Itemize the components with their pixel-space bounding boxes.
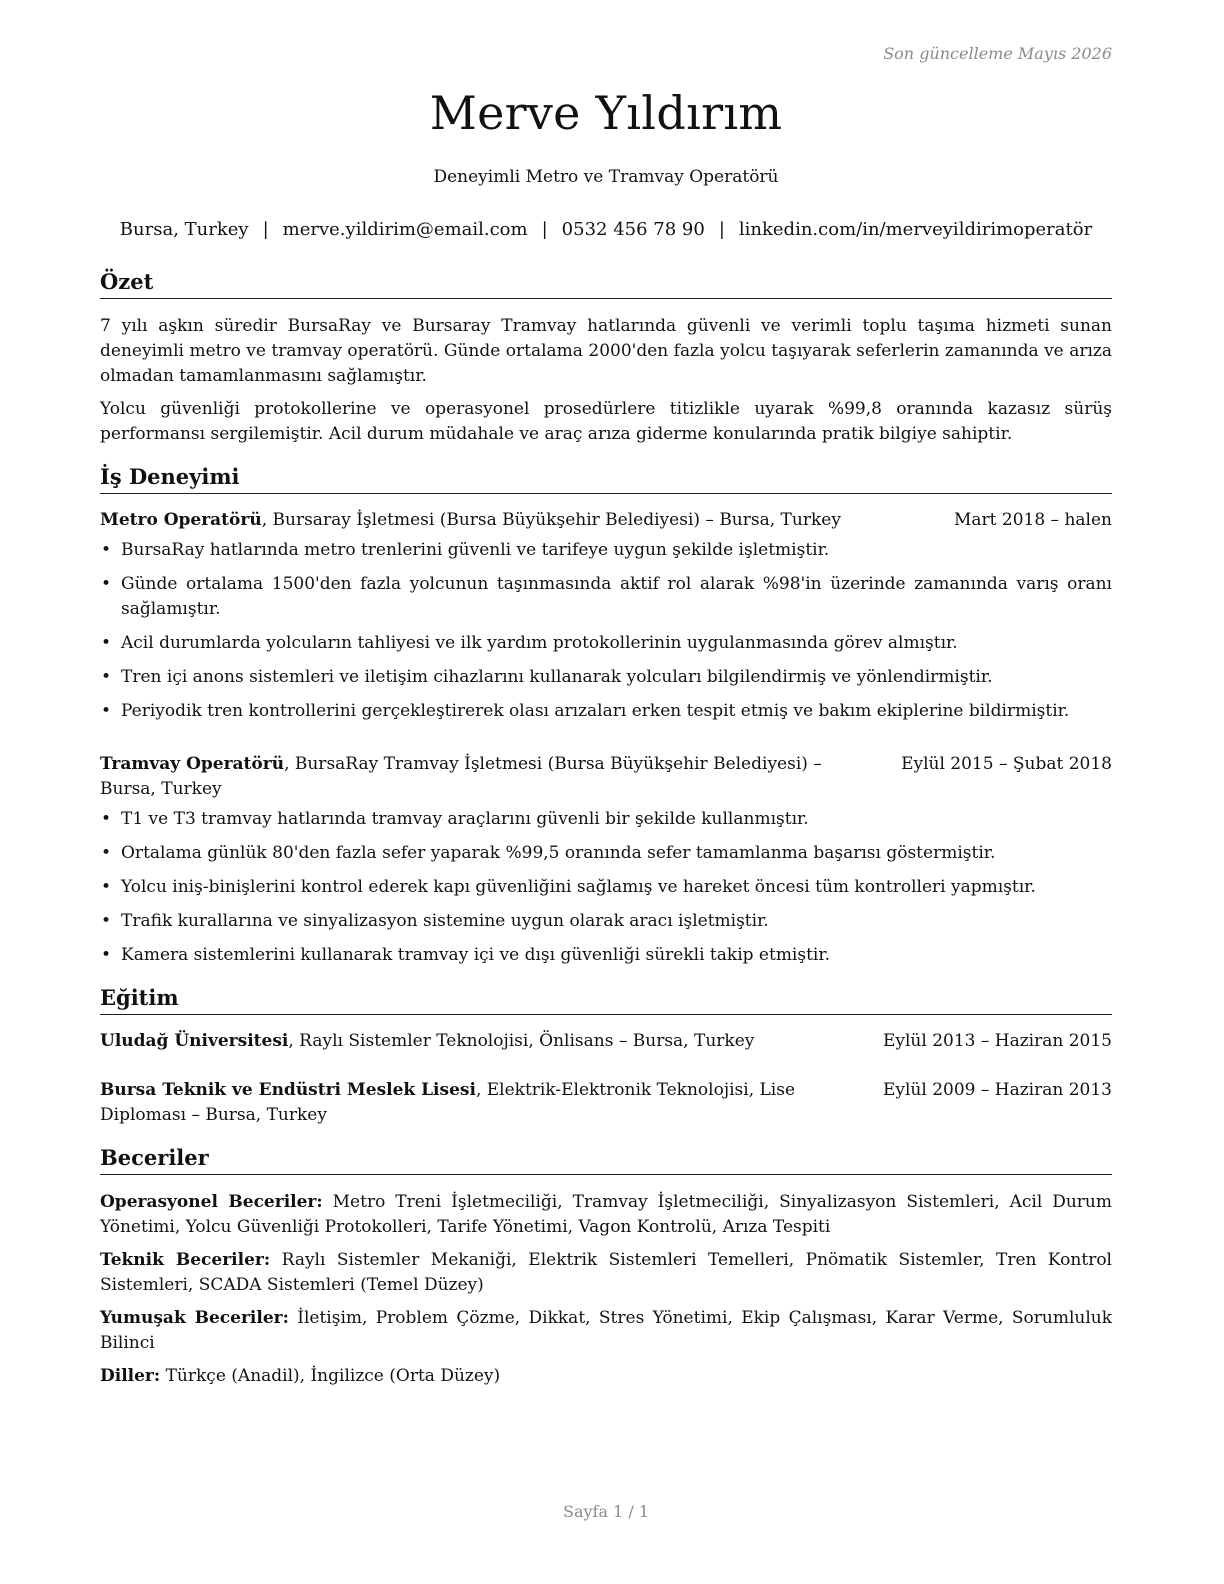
skill-value: Raylı Sistemler Mekaniği, Elektrik Sistemleri Temelleri, Pnömatik Sistemler, Tren Kontrol Sistemleri, SCADA Sistemleri (Temel Düzey) bbox=[100, 1250, 1112, 1295]
bullet-icon: • bbox=[101, 540, 112, 560]
bullet-text: Yolcu iniş-binişlerini kontrol ederek kapı güvenliğini sağlamış ve hareket öncesi tüm kontrolleri yapmıştır. bbox=[121, 877, 1036, 897]
bullet-text: Periyodik tren kontrollerini gerçekleştirerek olası arızaları erken tespit etmiş ve bakım ekiplerine bildirmiştir. bbox=[121, 701, 1070, 721]
job-bullet bbox=[100, 909, 1112, 934]
job-entry bbox=[100, 508, 1112, 724]
contact-email[interactable]: merve.yildirim@email.com bbox=[282, 219, 528, 240]
summary-paragraph: 7 yılı aşkın süredir BursaRay ve Bursaray Tramvay hatlarında güvenli ve verimli toplu taşıma hizmeti sunan deneyimli metro ve tramvay operatörü. Günde ortalama 2000'den fazla yolcu taşıyarak seferlerin zamanında ve arıza olmadan tamamlanmasını sağlamıştır. bbox=[100, 316, 1112, 386]
bullet-text: Acil durumlarda yolcuların tahliyesi ve ilk yardım protokollerinin uygulanmasında görev almıştır. bbox=[121, 633, 958, 653]
bullet-text: Günde ortalama 1500'den fazla yolcunun taşınmasında aktif rol alarak %98'in üzerinde zamanında varış oranı sağlamıştır. bbox=[121, 574, 1112, 619]
skill-label: Operasyonel Beceriler: bbox=[100, 1192, 323, 1212]
school-details: , Raylı Sistemler Teknolojisi, Önlisans – Bursa, Turkey bbox=[288, 1031, 755, 1051]
bullet-icon: • bbox=[101, 667, 112, 687]
summary-paragraph: Yolcu güvenliği protokollerine ve operasyonel prosedürlere titizlikle uyarak %99,8 oranında kazasız sürüş performansı sergilemiştir. Acil durum müdahale ve araç arıza giderme konularında pratik bilgiye sahiptir. bbox=[100, 399, 1112, 444]
page-number: Sayfa 1 / 1 bbox=[562, 1502, 649, 1521]
skill-value: Türkçe (Anadil), İngilizce (Orta Düzey) bbox=[165, 1366, 501, 1386]
job-role: Tramvay Operatörü bbox=[100, 754, 285, 774]
section-title-skills: Beceriler bbox=[100, 1144, 1112, 1175]
skill-value: İletişim, Problem Çözme, Dikkat, Stres Yönetimi, Ekip Çalışması, Karar Verme, Sorumluluk Bilinci bbox=[100, 1308, 1113, 1353]
bullet-text: Kamera sistemlerini kullanarak tramvay içi ve dışı güvenliği sürekli takip etmiştir. bbox=[121, 945, 831, 965]
contact-linkedin[interactable]: linkedin.com/in/merveyildirimoperatör bbox=[738, 219, 1093, 240]
experience-section bbox=[100, 463, 1112, 968]
job-header bbox=[100, 508, 1112, 533]
skill-row bbox=[100, 1306, 1112, 1356]
job-bullet bbox=[100, 572, 1112, 622]
section-title-experience: İş Deneyimi bbox=[100, 463, 1112, 494]
job-dates: Eylül 2015 – Şubat 2018 bbox=[901, 754, 1112, 774]
job-details: , Bursaray İşletmesi (Bursa Büyükşehir Belediyesi) – Bursa, Turkey bbox=[261, 510, 841, 530]
resume-content bbox=[100, 268, 1112, 1389]
bullet-icon: • bbox=[101, 701, 112, 721]
job-header bbox=[100, 752, 1112, 802]
skill-label: Diller: bbox=[100, 1366, 161, 1386]
school-name: Bursa Teknik ve Endüstri Meslek Lisesi bbox=[100, 1080, 476, 1100]
candidate-name: Merve Yıldırım bbox=[429, 86, 783, 140]
resume-page bbox=[100, 0, 1112, 1584]
job-entry bbox=[100, 752, 1112, 968]
job-bullet bbox=[100, 875, 1112, 900]
job-bullet bbox=[100, 538, 1112, 563]
contact-phone[interactable]: 0532 456 78 90 bbox=[561, 219, 705, 240]
skill-row bbox=[100, 1248, 1112, 1298]
job-bullet bbox=[100, 699, 1112, 724]
job-dates: Mart 2018 – halen bbox=[953, 510, 1112, 530]
bullet-text: Tren içi anons sistemleri ve iletişim cihazlarını kullanarak yolcuları bilgilendirmiş ve yönlendirmiştir. bbox=[121, 667, 993, 687]
skill-value: Metro Treni İşletmeciliği, Tramvay İşletmeciliği, Sinyalizasyon Sistemleri, Acil Durum Yönetimi, Yolcu Güvenliği Protokolleri, Tarife Yönetimi, Vagon Kontrolü, Arıza Tespiti bbox=[100, 1192, 1112, 1237]
last-updated: Son güncelleme Mayıs 2026 bbox=[883, 44, 1112, 63]
skill-row bbox=[100, 1190, 1112, 1240]
job-bullet bbox=[100, 943, 1112, 968]
job-bullet bbox=[100, 841, 1112, 866]
education-dates: Eylül 2009 – Haziran 2013 bbox=[882, 1080, 1112, 1100]
skill-label: Teknik Beceriler: bbox=[100, 1250, 271, 1270]
job-bullet bbox=[100, 631, 1112, 656]
bullet-icon: • bbox=[101, 574, 112, 594]
contact-location: Bursa, Turkey bbox=[119, 219, 249, 240]
bullet-text: BursaRay hatlarında metro trenlerini güvenli ve tarifeye uygun şekilde işletmiştir. bbox=[121, 540, 830, 560]
job-bullets bbox=[100, 538, 1112, 724]
bullet-text: T1 ve T3 tramvay hatlarında tramvay araçlarını güvenli bir şekilde kullanmıştır. bbox=[121, 809, 809, 829]
skill-label: Yumuşak Beceriler: bbox=[100, 1308, 289, 1328]
contact-line bbox=[100, 219, 1112, 240]
school-name: Uludağ Üniversitesi bbox=[100, 1031, 289, 1051]
contact-separator: | bbox=[718, 219, 725, 240]
school-details: , Elektrik-Elektronik Teknolojisi, Lise Diploması – Bursa, Turkey bbox=[100, 1080, 796, 1125]
job-details: , BursaRay Tramvay İşletmesi (Bursa Büyükşehir Belediyesi) – Bursa, Turkey bbox=[100, 754, 822, 799]
education-entry bbox=[100, 1029, 1112, 1054]
bullet-icon: • bbox=[101, 945, 112, 965]
summary-section bbox=[100, 268, 1112, 447]
education-entry bbox=[100, 1078, 1112, 1128]
job-bullet bbox=[100, 807, 1112, 832]
bullet-text: Trafik kurallarına ve sinyalizasyon sistemine uygun olarak aracı işletmiştir. bbox=[121, 911, 769, 931]
contact-separator: | bbox=[262, 219, 269, 240]
education-dates: Eylül 2013 – Haziran 2015 bbox=[882, 1031, 1112, 1051]
candidate-title: Deneyimli Metro ve Tramvay Operatörü bbox=[433, 167, 779, 187]
contact-separator: | bbox=[541, 219, 548, 240]
section-title-education: Eğitim bbox=[100, 984, 1112, 1015]
bullet-text: Ortalama günlük 80'den fazla sefer yaparak %99,5 oranında sefer tamamlanma başarısı göstermiştir. bbox=[121, 843, 996, 863]
bullet-icon: • bbox=[101, 877, 112, 897]
bullet-icon: • bbox=[101, 633, 112, 653]
job-bullet bbox=[100, 665, 1112, 690]
skills-section bbox=[100, 1144, 1112, 1389]
bullet-icon: • bbox=[101, 843, 112, 863]
bullet-icon: • bbox=[101, 809, 112, 829]
job-bullets bbox=[100, 807, 1112, 968]
section-title-summary: Özet bbox=[100, 268, 1112, 299]
education-section bbox=[100, 984, 1112, 1128]
bullet-icon: • bbox=[101, 911, 112, 931]
skill-row bbox=[100, 1364, 1112, 1389]
job-role: Metro Operatörü bbox=[100, 510, 262, 530]
